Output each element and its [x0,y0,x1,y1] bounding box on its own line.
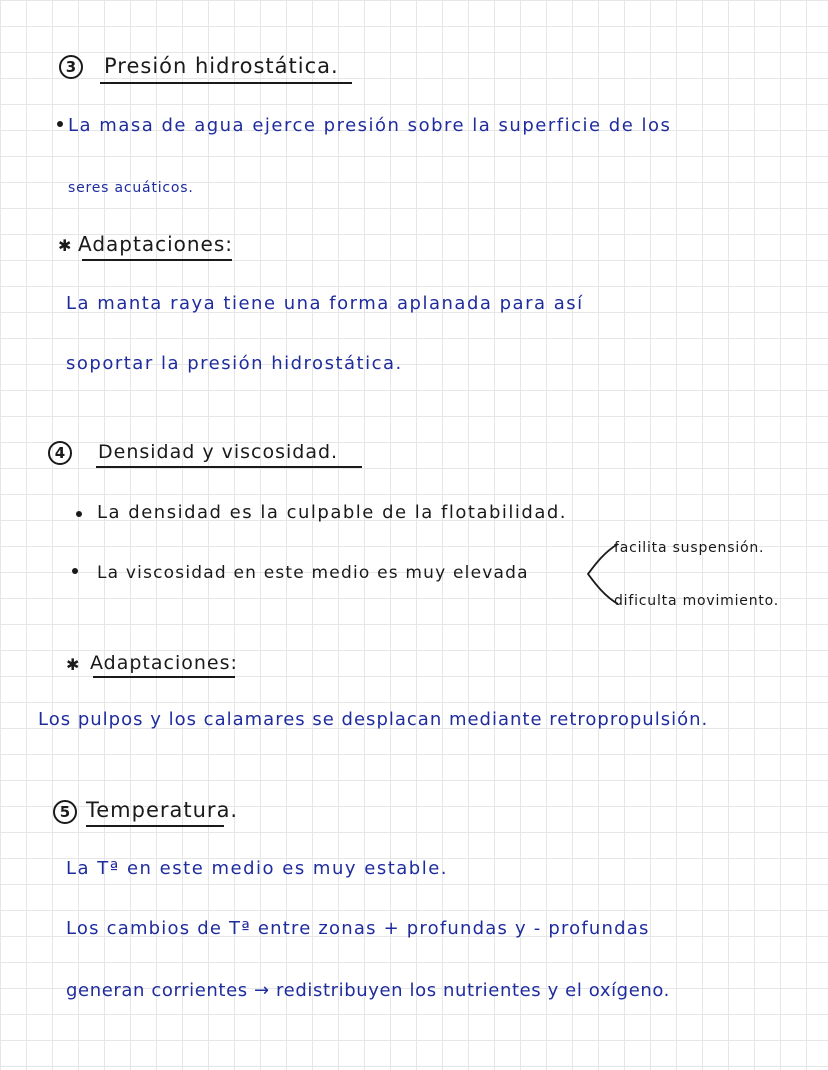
section-3-adaptation-line2: soportar la presión hidrostática. [66,353,403,374]
section-4-branch1: facilita suspensión. [614,540,765,556]
adaptations-underline [93,676,235,678]
adaptations-underline [82,259,232,261]
section-3-text-line1: La masa de agua ejerce presión sobre la superficie de los [68,115,672,136]
section-3-adaptation-line1: La manta raya tiene una forma aplanada para así [66,293,584,314]
section-4-bullet2: La viscosidad en este medio es muy elevada [97,563,529,583]
section-4-underline [96,466,362,468]
section-3-underline [100,82,352,84]
section-3-number: 3 [59,55,83,79]
section-4-adaptation-line1: Los pulpos y los calamares se desplacan mediante retropropulsión. [38,709,709,730]
section-3-text-line2: seres acuáticos. [68,180,194,196]
bullet-dot [57,121,63,127]
section-4-branch2: dificulta movimiento. [614,593,780,609]
section-3-adaptations-label: Adaptaciones: [78,232,234,256]
bullet-dot [72,568,78,574]
asterisk-icon: ✱ [58,236,72,255]
section-5-line3: generan corrientes → redistribuyen los nutrientes y el oxígeno. [66,980,670,1001]
section-5-number: 5 [53,800,77,824]
section-4-number: 4 [48,441,72,465]
section-5-line1: La Tª en este medio es muy estable. [66,858,449,879]
section-5-title: Temperatura. [86,798,239,822]
section-5-line2: Los cambios de Tª entre zonas + profundas y - profundas [66,918,650,939]
section-4-adaptations-label: Adaptaciones: [90,652,238,674]
section-4-bullet1: La densidad es la culpable de la flotabilidad. [97,502,568,523]
section-4-title: Densidad y viscosidad. [98,441,339,463]
section-3-title: Presión hidrostática. [104,54,339,78]
asterisk-icon: ✱ [66,655,80,674]
section-5-underline [86,825,224,827]
bullet-dot [76,511,82,517]
